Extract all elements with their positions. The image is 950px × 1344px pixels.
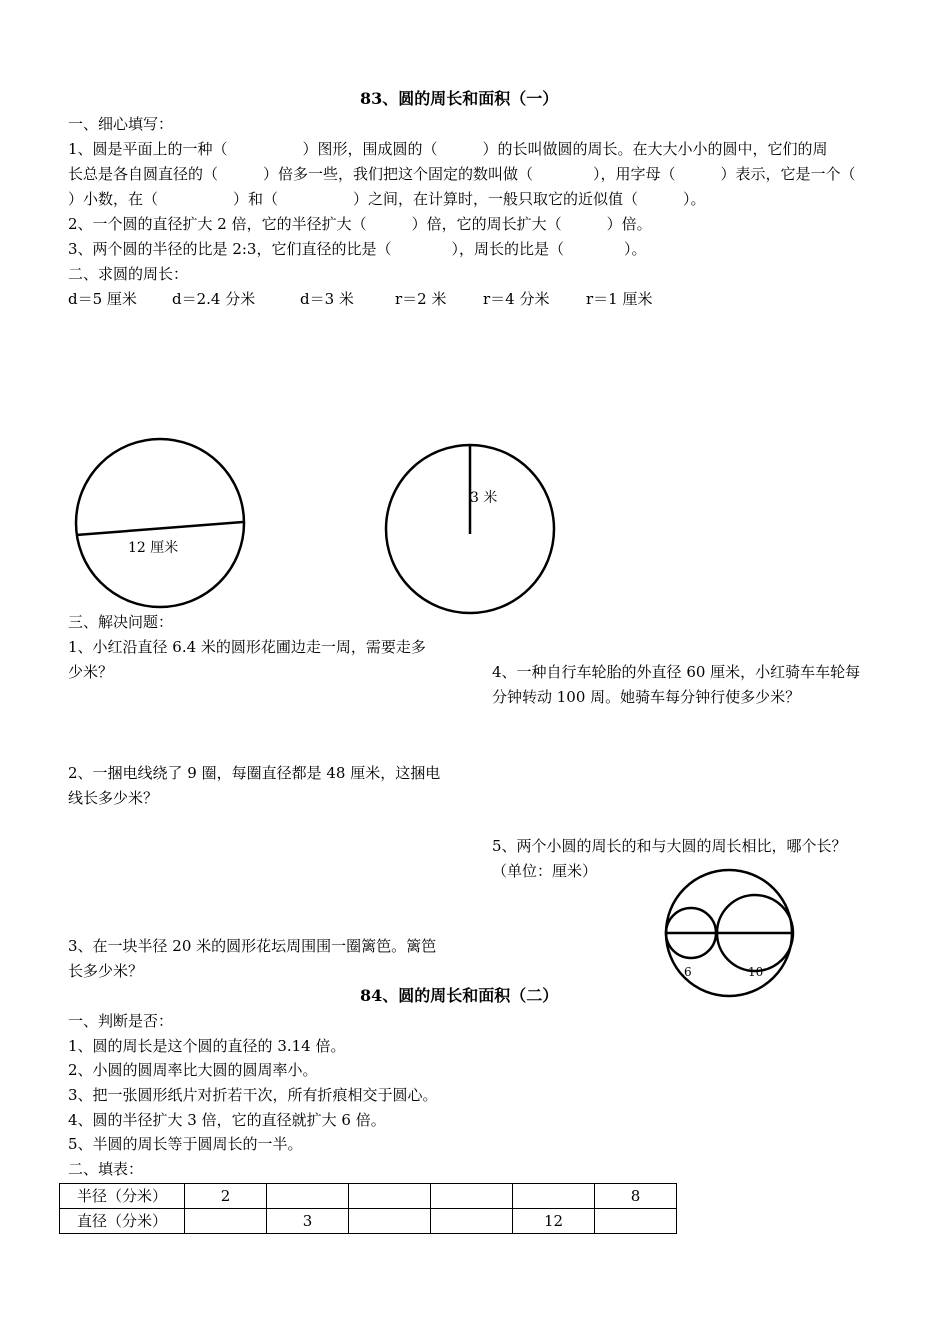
table-cell [513,1184,595,1209]
fig2-label: 3 米 [470,490,498,506]
p3-q2-line2: 线长多少米？ [68,789,159,807]
p3-q3-line2: 长多少米？ [68,962,144,980]
fig1-label: 12 厘米 [128,540,179,556]
table-cell [595,1209,677,1234]
table-cell: 12 [513,1209,595,1234]
row-header-diameter: 直径（分米） [60,1209,185,1234]
table-cell [349,1184,431,1209]
circle-radius-figure [386,445,554,613]
circumference-item-4: r＝2 米 [395,290,447,308]
diameter-line [76,522,243,535]
p3-q1-line1: 1、小红沿直径 6.4 米的圆形花圃边走一周，需要走多 [68,638,426,656]
circumference-item-1: d＝5 厘米 [68,290,137,308]
judge-item-4: 4、圆的半径扩大 3 倍，它的直径就扩大 6 倍。 [68,1111,386,1129]
table-cell: 2 [185,1184,267,1209]
section-84-title: 84、圆的周长和面积（二） [360,986,559,1005]
judge-item-5: 5、半圆的周长等于圆周长的一半。 [68,1135,303,1153]
part3-heading: 三、解决问题： [68,613,174,631]
table-cell: 3 [267,1209,349,1234]
table-cell: 8 [595,1184,677,1209]
fig3-label-large: 10 [748,965,764,979]
part1-heading: 一、细心填写： [68,115,174,133]
table-cell [431,1184,513,1209]
fig3-label-small: 6 [684,965,692,979]
part2-heading: 二、求圆的周长： [68,265,189,283]
p3-q5-line1: 5、两个小圆的周长的和与大圆的周长相比，哪个长？ [492,837,847,855]
circle-diameter-figure [76,439,244,607]
table-cell [185,1209,267,1234]
q3: 3、两个圆的半径的比是 2:3，它们直径的比是（ ），周长的比是（ ）。 [68,240,647,258]
table-row [60,1184,677,1209]
judge-item-1: 1、圆的周长是这个圆的直径的 3.14 倍。 [68,1037,346,1055]
p3-q4-line2: 分钟转动 100 周。她骑车每分钟行使多少米？ [492,688,801,706]
table-cell [349,1209,431,1234]
table-cell [431,1209,513,1234]
p3-q3-line1: 3、在一块半径 20 米的圆形花坛周围围一圈篱笆。篱笆 [68,937,437,955]
p3-q4-line1: 4、一种自行车轮胎的外直径 60 厘米，小红骑车车轮每 [492,663,861,681]
fill-table-heading: 二、填表： [68,1160,144,1178]
judge-heading: 一、判断是否： [68,1012,174,1030]
q1-line1: 1、圆是平面上的一种（ ）图形，围成圆的（ ）的长叫做圆的周长。在大大小小的圆中，它们的周 [68,140,828,158]
table-cell [267,1184,349,1209]
judge-item-2: 2、小圆的圆周率比大圆的圆周率小。 [68,1061,318,1079]
table-row [60,1209,677,1234]
q1-line2: 长总是各自圆直径的（ ）倍多一些，我们把这个固定的数叫做（ ），用字母（ ）表示，它是一个（ [68,165,856,183]
p3-q1-line2: 少米？ [68,663,114,681]
q1-line3: ）小数，在（ ）和（ ）之间，在计算时，一般只取它的近似值（ ）。 [68,190,706,208]
q2: 2、一个圆的直径扩大 2 倍，它的半径扩大（ ）倍，它的周长扩大（ ）倍。 [68,215,652,233]
circumference-item-6: r＝1 厘米 [586,290,653,308]
circumference-item-2: d＝2.4 分米 [172,290,256,308]
p3-q2-line1: 2、一捆电线绕了 9 圈，每圈直径都是 48 厘米，这捆电 [68,764,441,782]
judge-item-3: 3、把一张圆形纸片对折若干次，所有折痕相交于圆心。 [68,1086,438,1104]
section-83-title: 83、圆的周长和面积（一） [360,89,559,108]
circumference-item-3: d＝3 米 [300,290,354,308]
row-header-radius: 半径（分米） [60,1184,185,1209]
p3-q5-line2: （单位：厘米） [492,862,598,880]
circumference-item-5: r＝4 分米 [483,290,550,308]
fill-table [59,1183,677,1234]
